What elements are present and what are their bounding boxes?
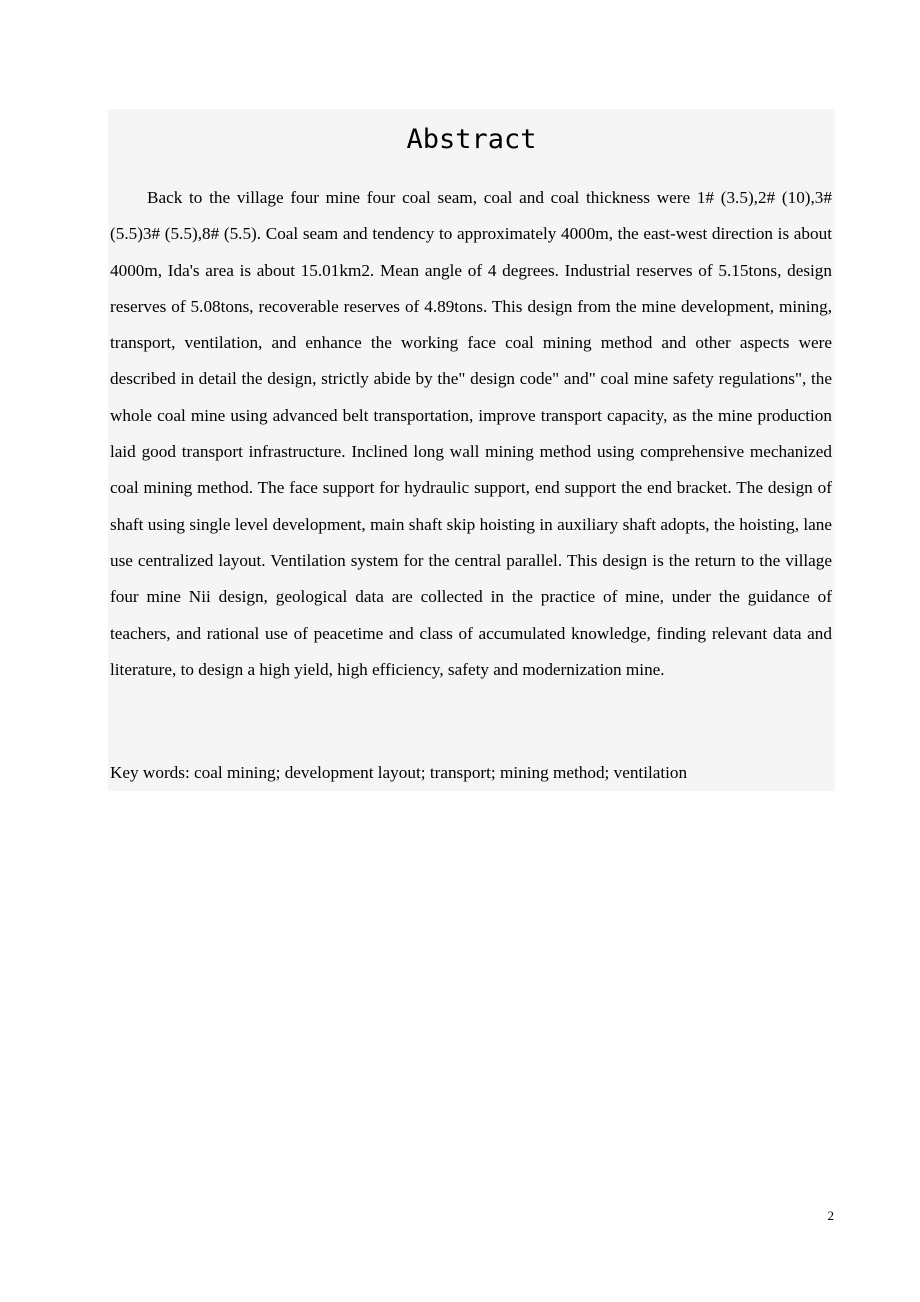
abstract-title: Abstract xyxy=(406,124,537,155)
page-number: 2 xyxy=(827,1208,834,1223)
abstract-body: Back to the village four mine four coal seam, coal and coal thickness were 1# (3.5),2# (10),3# (5.5)3# (5.5),8# (5.5). Coal seam and tendency to approximately 4000m, the east-west direction is about 4000m, Ida's area is about 15.01km2. Mean angle of 4 degrees. Industrial reserves of 5.15tons, design reserves of 5.08tons, recoverable reserves of 4.89tons. This design from the mine development, mining, transport, ventilation, and enhance the working face coal mining method and other aspects were described in detail the design, strictly abide by the" design code" and" coal mine safety regulations", the whole coal mine using advanced belt transportation, improve transport capacity, as the mine production laid good transport infrastructure. Inclined long wall mining method using comprehensive mechanized coal mining method. The face support for hydraulic support, end support the end bracket. The design of shaft using single level development, main shaft skip hoisting in auxiliary shaft adopts, the hoisting, lane use centralized layout. Ventilation system for the central parallel. This design is the return to the village four mine Nii design, geological data are collected in the practice of mine, under the guidance of teachers, and rational use of peacetime and class of accumulated knowledge, finding relevant data and literature, to design a high yield, high efficiency, safety and modernization mine. xyxy=(110,188,832,679)
abstract-section xyxy=(108,109,835,791)
keywords-line: Key words: coal mining; development layout; transport; mining method; ventilation xyxy=(110,763,688,782)
